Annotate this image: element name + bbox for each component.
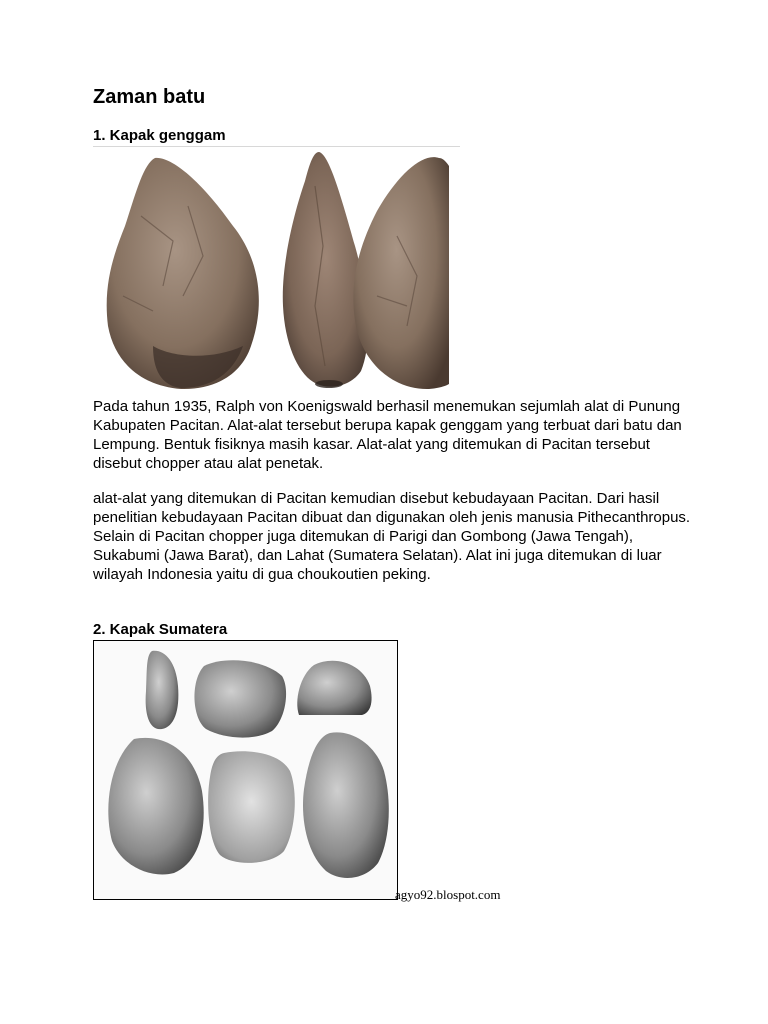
stone-bottom-right bbox=[303, 732, 389, 878]
hand-axe-photo bbox=[93, 146, 463, 394]
stone-bottom-middle bbox=[208, 751, 295, 863]
stone-bottom-left bbox=[108, 738, 203, 875]
axe-front-view bbox=[107, 158, 259, 389]
axe-back-view bbox=[353, 157, 449, 389]
sumatera-axe-photo bbox=[93, 640, 398, 900]
section-heading-kapak-sumatera: 2. Kapak Sumatera bbox=[93, 621, 228, 638]
stone-top-middle bbox=[194, 660, 286, 737]
stone-top-right bbox=[297, 661, 371, 715]
axe-side-view bbox=[283, 152, 368, 388]
paragraph-1: Pada tahun 1935, Ralph von Koenigswald berhasil menemukan sejumlah alat di Punung Kabupaten Pacitan. Alat-alat tersebut berupa kapak genggam yang terbuat dari batu dan Lempung. Bentuk fisiknya masih kasar. Alat-alat yang ditemukan di Pacitan tersebut disebut chopper atau alat penetak. bbox=[93, 398, 682, 472]
page-title: Zaman batu bbox=[93, 86, 206, 108]
stone-top-left bbox=[146, 651, 179, 729]
image-source-caption: agyo92.blospot.com bbox=[395, 887, 501, 902]
section-heading-kapak-genggam: 1. Kapak genggam bbox=[93, 127, 226, 144]
paragraph-2: alat-alat yang ditemukan di Pacitan kemudian disebut kebudayaan Pacitan. Dari hasil penelitian kebudayaan Pacitan dibuat dan digunakan oleh jenis manusia Pithecanthropus. Selain di Pacitan chopper juga ditemukan di Parigi dan Gombong (Jawa Tengah), Sukabumi (Jawa Barat), dan Lahat (Sumatera Selatan). Alat ini juga ditemukan di luar wilayah Indonesia yaitu di gua choukoutien peking. bbox=[93, 490, 691, 583]
sumatera-axe-illustration bbox=[94, 641, 397, 899]
